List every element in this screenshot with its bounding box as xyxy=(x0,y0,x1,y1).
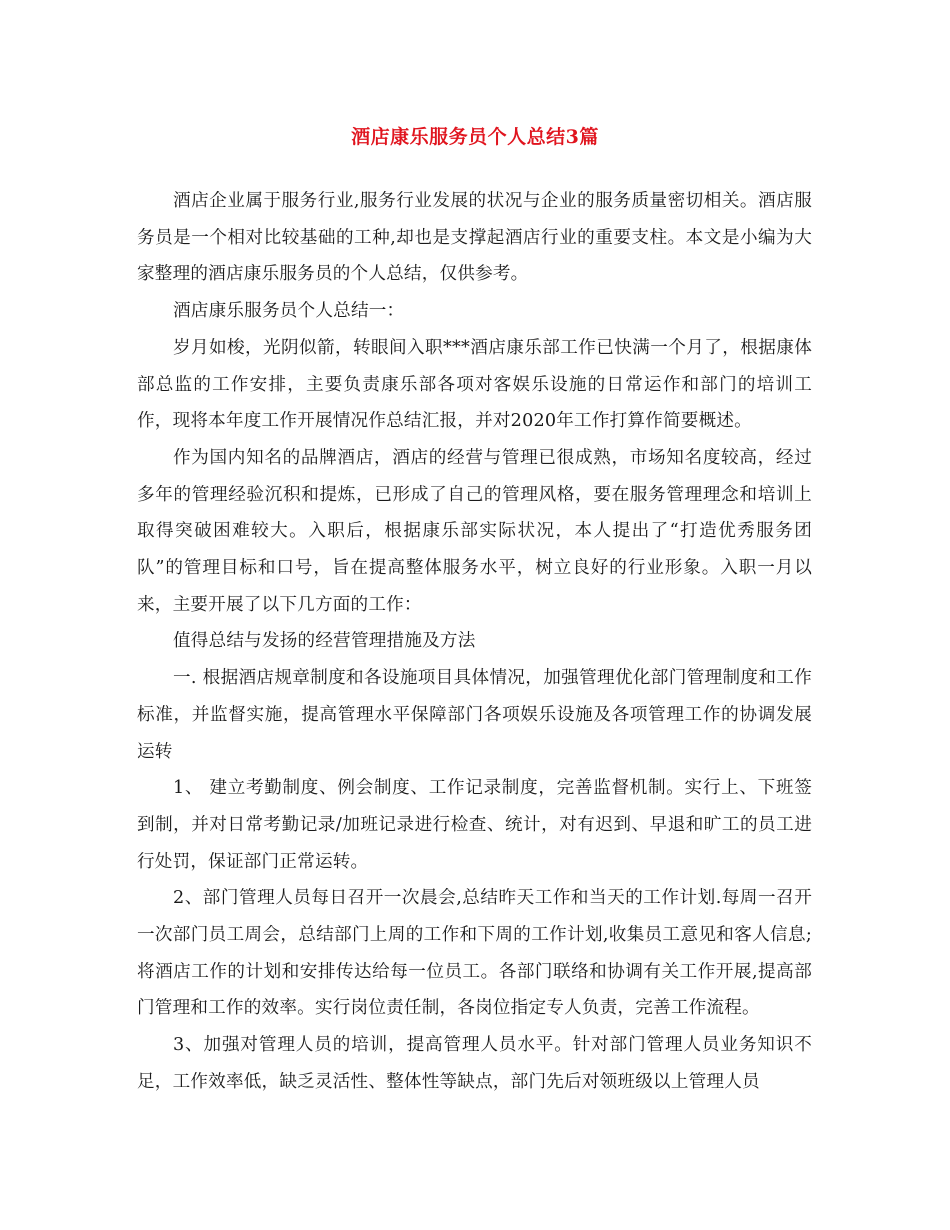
list-item: 3、加强对管理人员的培训，提高管理人员水平。针对部门管理人员业务知识不足，工作效率低，缺乏灵活性、整体性等缺点，部门先后对领班级以上管理人员 xyxy=(137,1035,812,1092)
document-body xyxy=(137,183,812,1101)
subheading: 值得总结与发扬的经营管理措施及方法 xyxy=(173,631,476,652)
list-item: 1、 建立考勤制度、例会制度、工作记录制度，完善监督机制。实行上、下班签到制，并对日常考勤记录/加班记录进行检查、统计，对有迟到、早退和旷工的员工进行处罚，保证部门正常运转。 xyxy=(137,778,812,872)
list-item: 2、部门管理人员每日召开一次晨会,总结昨天工作和当天的工作计划.每周一召开一次部门员工周会，总结部门上周的工作和下周的工作计划,收集员工意见和客人信息;将酒店工作的计划和安排传达给每一位员工。各部门联络和协调有关工作开展,提高部门管理和工作的效率。实行岗位责任制，各岗位指定专人负责，完善工作流程。 xyxy=(137,888,812,1019)
intro-paragraph: 酒店企业属于服务行业,服务行业发展的状况与企业的服务质量密切相关。酒店服务员是一个相对比较基础的工种,却也是支撑起酒店行业的重要支柱。本文是小编为大家整理的酒店康乐服务员的个人总结，仅供参考。 xyxy=(137,191,812,285)
section-heading-one: 酒店康乐服务员个人总结一： xyxy=(173,301,405,322)
body-paragraph: 岁月如梭，光阴似箭，转眼间入职***酒店康乐部工作已快满一个月了，根据康体部总监的工作安排，主要负责康乐部各项对客娱乐设施的日常运作和部门的培训工作，现将本年度工作开展情况作总结汇报，并对2020年工作打算作简要概述。 xyxy=(137,337,812,432)
body-paragraph: 作为国内知名的品牌酒店，酒店的经营与管理已很成熟，市场知名度较高，经过多年的管理经验沉积和提炼，已形成了自己的管理风格，要在服务管理理念和培训上取得突破困难较大。入职后，根据康乐部实际状况，本人提出了“打造优秀服务团队”的管理目标和口号，旨在提高整体服务水平，树立良好的行业形象。入职一月以来，主要开展了以下几方面的工作： xyxy=(137,447,812,615)
list-item-heading: 一. 根据酒店规章制度和各设施项目具体情况，加强管理优化部门管理制度和工作标准，并监督实施，提高管理水平保障部门各项娱乐设施及各项管理工作的协调发展运转 xyxy=(137,668,812,762)
document-title: 酒店康乐服务员个人总结3篇 xyxy=(351,126,599,148)
